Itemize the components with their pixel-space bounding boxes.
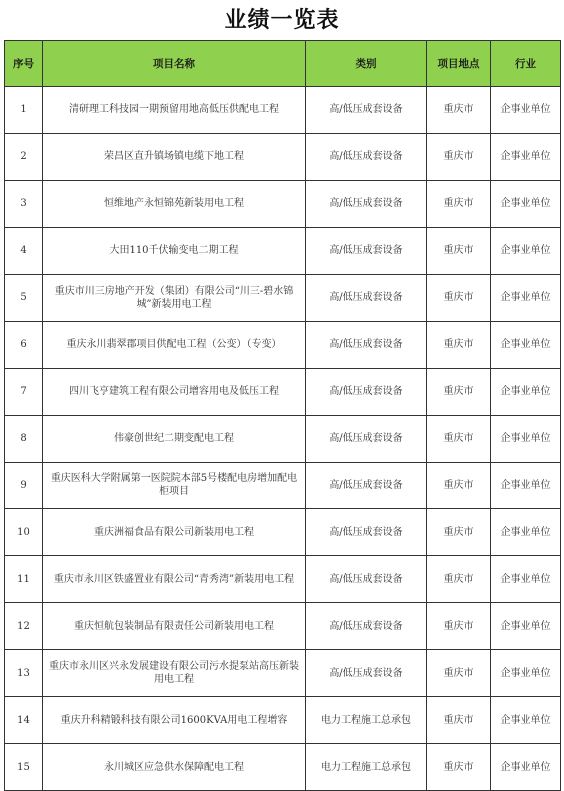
table-row — [5, 697, 561, 744]
cell-no: 2 — [5, 133, 43, 180]
header-no: 序号 — [5, 41, 43, 87]
cell-type: 高/低压成套设备 — [306, 603, 427, 650]
cell-location: 重庆市 — [427, 274, 491, 321]
header-location: 项目地点 — [427, 41, 491, 87]
header-industry: 行业 — [491, 41, 561, 87]
cell-industry: 企事业单位 — [491, 697, 561, 744]
cell-type: 高/低压成套设备 — [306, 180, 427, 227]
cell-name: 重庆市川三房地产开发（集团）有限公司“川三-碧水锦城”新装用电工程 — [43, 274, 306, 321]
cell-no: 3 — [5, 180, 43, 227]
cell-industry: 企事业单位 — [491, 180, 561, 227]
cell-location: 重庆市 — [427, 509, 491, 556]
table-body — [5, 87, 561, 791]
cell-name: 重庆市永川区兴永发展建设有限公司污水提泵站高压新装用电工程 — [43, 650, 306, 697]
cell-type: 高/低压成套设备 — [306, 274, 427, 321]
cell-industry: 企事业单位 — [491, 462, 561, 509]
cell-type: 高/低压成套设备 — [306, 462, 427, 509]
header-row — [5, 41, 561, 87]
cell-location: 重庆市 — [427, 650, 491, 697]
table-row — [5, 509, 561, 556]
cell-name: 重庆升科精锻科技有限公司1600KVA用电工程增容 — [43, 697, 306, 744]
table-row — [5, 462, 561, 509]
cell-no: 10 — [5, 509, 43, 556]
cell-no: 14 — [5, 697, 43, 744]
cell-industry: 企事业单位 — [491, 133, 561, 180]
cell-name: 重庆市永川区铁盛置业有限公司“青秀湾”新装用电工程 — [43, 556, 306, 603]
cell-name: 清研理工科技园一期预留用地高低压供配电工程 — [43, 87, 306, 134]
cell-type: 高/低压成套设备 — [306, 133, 427, 180]
header-name: 项目名称 — [43, 41, 306, 87]
table-row — [5, 321, 561, 368]
cell-name: 荣昌区直升镇场镇电缆下地工程 — [43, 133, 306, 180]
cell-no: 7 — [5, 368, 43, 415]
cell-location: 重庆市 — [427, 462, 491, 509]
cell-industry: 企事业单位 — [491, 415, 561, 462]
cell-location: 重庆市 — [427, 556, 491, 603]
table-row — [5, 744, 561, 791]
cell-location: 重庆市 — [427, 227, 491, 274]
cell-no: 11 — [5, 556, 43, 603]
cell-type: 高/低压成套设备 — [306, 415, 427, 462]
cell-location: 重庆市 — [427, 415, 491, 462]
table-row — [5, 180, 561, 227]
cell-location: 重庆市 — [427, 180, 491, 227]
cell-name: 伟豪创世纪二期变配电工程 — [43, 415, 306, 462]
cell-type: 高/低压成套设备 — [306, 556, 427, 603]
cell-name: 重庆恒航包装制品有限责任公司新装用电工程 — [43, 603, 306, 650]
cell-no: 15 — [5, 744, 43, 791]
table-row — [5, 227, 561, 274]
cell-location: 重庆市 — [427, 133, 491, 180]
cell-type: 高/低压成套设备 — [306, 321, 427, 368]
cell-location: 重庆市 — [427, 744, 491, 791]
cell-name: 重庆永川翡翠郡项目供配电工程（公变）（专变） — [43, 321, 306, 368]
cell-type: 高/低压成套设备 — [306, 87, 427, 134]
cell-industry: 企事业单位 — [491, 603, 561, 650]
cell-location: 重庆市 — [427, 368, 491, 415]
header-type: 类别 — [306, 41, 427, 87]
cell-no: 12 — [5, 603, 43, 650]
cell-name: 大田110千伏输变电二期工程 — [43, 227, 306, 274]
cell-type: 高/低压成套设备 — [306, 368, 427, 415]
table-header — [5, 41, 561, 87]
cell-industry: 企事业单位 — [491, 321, 561, 368]
table-row — [5, 650, 561, 697]
page-title: 业绩一览表 — [224, 7, 340, 33]
cell-industry: 企事业单位 — [491, 650, 561, 697]
cell-name: 重庆洲福食品有限公司新装用电工程 — [43, 509, 306, 556]
cell-no: 9 — [5, 462, 43, 509]
cell-type: 电力工程施工总承包 — [306, 697, 427, 744]
performance-table — [4, 40, 561, 791]
table-row — [5, 133, 561, 180]
cell-no: 4 — [5, 227, 43, 274]
cell-name: 恒维地产永恒锦苑新装用电工程 — [43, 180, 306, 227]
cell-type: 高/低压成套设备 — [306, 227, 427, 274]
cell-name: 重庆医科大学附属第一医院院本部5号楼配电房增加配电柜项目 — [43, 462, 306, 509]
cell-no: 5 — [5, 274, 43, 321]
cell-industry: 企事业单位 — [491, 744, 561, 791]
table-row — [5, 415, 561, 462]
cell-location: 重庆市 — [427, 321, 491, 368]
cell-industry: 企事业单位 — [491, 556, 561, 603]
cell-name: 永川城区应急供水保障配电工程 — [43, 744, 306, 791]
table-row — [5, 87, 561, 134]
table-row — [5, 274, 561, 321]
cell-industry: 企事业单位 — [491, 368, 561, 415]
cell-type: 高/低压成套设备 — [306, 509, 427, 556]
cell-type: 电力工程施工总承包 — [306, 744, 427, 791]
cell-no: 6 — [5, 321, 43, 368]
cell-name: 四川飞亨建筑工程有限公司增容用电及低压工程 — [43, 368, 306, 415]
cell-no: 8 — [5, 415, 43, 462]
cell-no: 13 — [5, 650, 43, 697]
cell-location: 重庆市 — [427, 87, 491, 134]
cell-no: 1 — [5, 87, 43, 134]
cell-location: 重庆市 — [427, 697, 491, 744]
cell-industry: 企事业单位 — [491, 87, 561, 134]
table-row — [5, 556, 561, 603]
cell-type: 高/低压成套设备 — [306, 650, 427, 697]
cell-industry: 企事业单位 — [491, 227, 561, 274]
table-row — [5, 603, 561, 650]
cell-industry: 企事业单位 — [491, 509, 561, 556]
cell-location: 重庆市 — [427, 603, 491, 650]
table-row — [5, 368, 561, 415]
cell-industry: 企事业单位 — [491, 274, 561, 321]
